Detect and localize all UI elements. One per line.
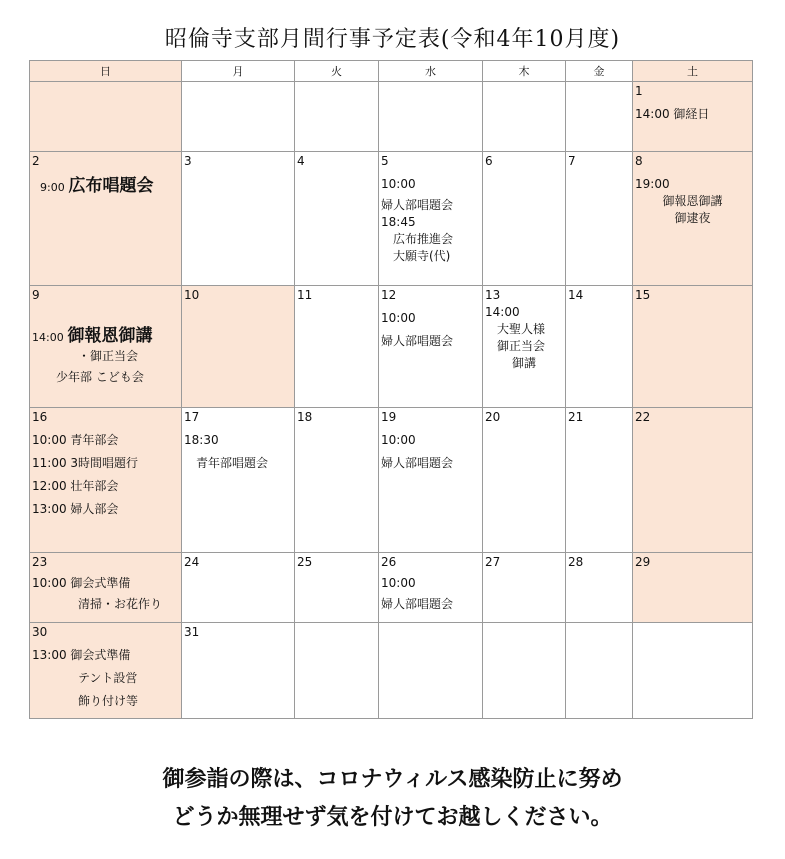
page-title: 昭倫寺支部月間行事予定表(令和4年10月度) xyxy=(164,27,621,52)
week-row-6 xyxy=(30,623,753,719)
day-number: 15 xyxy=(635,288,651,302)
event-line: 10:00 xyxy=(381,177,416,191)
event-line: 婦人部唱題会 xyxy=(381,597,454,611)
day-cell-8 xyxy=(633,152,753,286)
day-number: 2 xyxy=(32,154,40,168)
event-time: 14:00 xyxy=(32,331,64,344)
day-cell-14 xyxy=(566,286,633,408)
day-number: 26 xyxy=(381,555,397,569)
event-title: 広布唱題会 xyxy=(68,176,154,196)
day-number: 3 xyxy=(184,154,192,168)
day-cell-30 xyxy=(30,623,182,719)
day-cell-11 xyxy=(295,286,379,408)
event-line: 大聖人様 xyxy=(497,322,546,336)
day-number: 28 xyxy=(568,555,584,569)
day-number: 27 xyxy=(485,555,501,569)
event-line: 青年部唱題会 xyxy=(196,456,269,470)
weekday-header-fri: 金 xyxy=(566,61,633,82)
day-cell-3 xyxy=(182,152,295,286)
day-cell-19 xyxy=(379,408,483,553)
day-cell-empty xyxy=(379,623,483,719)
event-line: 13:00 婦人部会 xyxy=(32,502,119,516)
event-line: 11:00 3時間唱題行 xyxy=(32,456,139,470)
day-cell-25 xyxy=(295,553,379,623)
day-number: 8 xyxy=(635,154,643,168)
day-number: 23 xyxy=(32,555,48,569)
week-row-2 xyxy=(30,152,753,286)
day-cell-empty xyxy=(566,82,633,152)
day-cell-6 xyxy=(483,152,566,286)
day-number: 31 xyxy=(184,625,200,639)
day-number: 25 xyxy=(297,555,313,569)
day-cell-21 xyxy=(566,408,633,553)
weekday-header-mon: 月 xyxy=(182,61,295,82)
event-line: 14:00 御経日 xyxy=(635,107,710,121)
week-row-1 xyxy=(30,82,753,152)
event-line: 18:30 xyxy=(184,433,219,447)
day-number: 7 xyxy=(568,154,576,168)
day-cell-10 xyxy=(182,286,295,408)
day-cell-empty xyxy=(566,623,633,719)
day-cell-empty xyxy=(633,623,753,719)
day-number: 13 xyxy=(485,288,501,302)
event-line: 清掃・お花作り xyxy=(78,597,163,611)
event-line: 飾り付け等 xyxy=(78,694,139,708)
day-number: 22 xyxy=(635,410,651,424)
event-line: 12:00 壮年部会 xyxy=(32,479,119,493)
day-cell-empty xyxy=(483,82,566,152)
event-line: 御報恩御講 xyxy=(662,194,723,208)
event-line: 10:00 青年部会 xyxy=(32,433,119,447)
calendar-table xyxy=(29,60,753,719)
event-line: 御逮夜 xyxy=(674,211,711,225)
day-cell-7 xyxy=(566,152,633,286)
day-number: 11 xyxy=(297,288,313,302)
day-cell-4 xyxy=(295,152,379,286)
event-line: 婦人部唱題会 xyxy=(381,334,454,348)
event-line: 13:00 御会式準備 xyxy=(32,648,131,662)
weekday-header-wed: 水 xyxy=(379,61,483,82)
day-number: 21 xyxy=(568,410,584,424)
day-cell-20 xyxy=(483,408,566,553)
day-cell-2 xyxy=(30,152,182,286)
event-line: 10:00 xyxy=(381,576,416,590)
day-cell-17 xyxy=(182,408,295,553)
day-number: 1 xyxy=(635,84,643,98)
event-line: 広布推進会 xyxy=(393,232,454,246)
day-cell-27 xyxy=(483,553,566,623)
event-line: 10:00 xyxy=(381,433,416,447)
event-line: 大願寺(代) xyxy=(393,249,451,263)
event-title: 御報恩御講 xyxy=(67,326,153,346)
event-line: 婦人部唱題会 xyxy=(381,198,454,212)
footer-message-line-1: 御参詣の際は、コロナウィルス感染防止に努め xyxy=(162,766,623,792)
day-cell-31 xyxy=(182,623,295,719)
weekday-header-thu: 木 xyxy=(483,61,566,82)
day-number: 18 xyxy=(297,410,313,424)
day-cell-empty xyxy=(182,82,295,152)
week-row-5 xyxy=(30,553,753,623)
day-number: 24 xyxy=(184,555,200,569)
day-cell-empty xyxy=(483,623,566,719)
day-cell-26 xyxy=(379,553,483,623)
day-cell-24 xyxy=(182,553,295,623)
day-cell-28 xyxy=(566,553,633,623)
event-line: 御講 xyxy=(511,356,536,370)
event-line: テント設営 xyxy=(78,671,138,685)
event-line: 御正当会 xyxy=(497,339,546,353)
day-cell-1 xyxy=(633,82,753,152)
day-cell-12 xyxy=(379,286,483,408)
event-line: 10:00 xyxy=(381,311,416,325)
weekday-header-sun: 日 xyxy=(30,61,182,82)
day-number: 14 xyxy=(568,288,584,302)
day-cell-18 xyxy=(295,408,379,553)
day-number: 30 xyxy=(32,625,48,639)
day-cell-empty xyxy=(295,82,379,152)
day-cell-empty xyxy=(379,82,483,152)
day-cell-22 xyxy=(633,408,753,553)
day-number: 6 xyxy=(485,154,493,168)
event-line: 婦人部唱題会 xyxy=(381,456,454,470)
day-number: 19 xyxy=(381,410,397,424)
day-cell-15 xyxy=(633,286,753,408)
weekday-header-tue: 火 xyxy=(295,61,379,82)
day-cell-29 xyxy=(633,553,753,623)
weekday-header-sat: 土 xyxy=(633,61,753,82)
day-number: 17 xyxy=(184,410,200,424)
event-line: 19:00 xyxy=(635,177,670,191)
week-row-4 xyxy=(30,408,753,553)
event-line: 18:45 xyxy=(381,215,416,229)
day-cell-5 xyxy=(379,152,483,286)
day-number: 10 xyxy=(184,288,200,302)
day-number: 5 xyxy=(381,154,389,168)
day-number: 16 xyxy=(32,410,48,424)
event-line: 14:00 xyxy=(485,305,520,319)
footer-message-line-2: どうか無理せず気を付けてお越しください。 xyxy=(172,804,613,830)
day-number: 20 xyxy=(485,410,501,424)
day-cell-empty xyxy=(30,82,182,152)
weekday-header-row xyxy=(30,61,753,82)
event-line: ・御正当会 xyxy=(78,349,139,363)
day-cell-13 xyxy=(483,286,566,408)
event-line: 少年部 こども会 xyxy=(56,370,144,384)
day-cell-23 xyxy=(30,553,182,623)
day-number: 4 xyxy=(297,154,305,168)
day-number: 12 xyxy=(381,288,397,302)
week-row-3 xyxy=(30,286,753,408)
day-cell-9 xyxy=(30,286,182,408)
event-line: 10:00 御会式準備 xyxy=(32,576,131,590)
day-cell-empty xyxy=(295,623,379,719)
day-number: 29 xyxy=(635,555,651,569)
day-number: 9 xyxy=(32,288,40,302)
event-time: 9:00 xyxy=(40,181,65,194)
day-cell-16 xyxy=(30,408,182,553)
